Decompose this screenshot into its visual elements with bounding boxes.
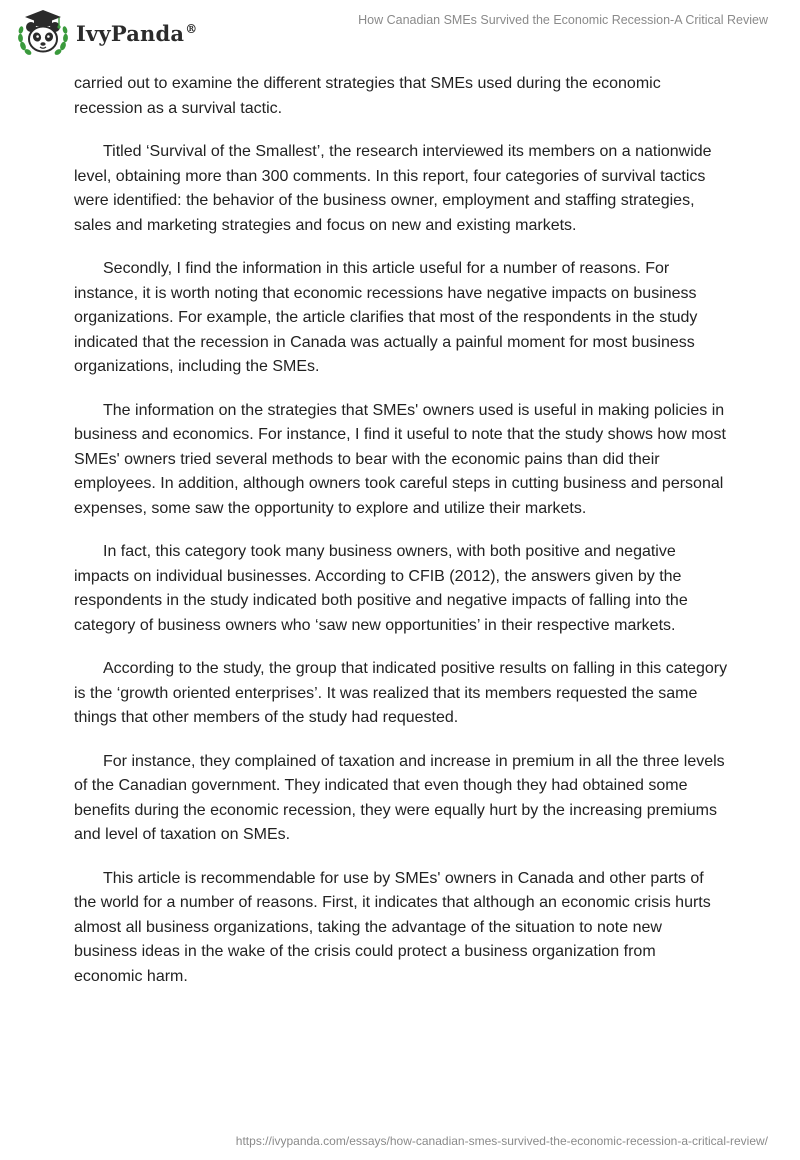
ivypanda-logo[interactable] [14,6,197,58]
paragraph: This article is recommendable for use by SMEs' owners in Canada and other parts of the world for a number of reasons. First, it indicates that although an economic crisis hurts almost all business organizations, taking the advantage of the situation to note new business ideas in the wake of the crisis could protect a business organization from economic harm. [74,869,711,985]
paragraph: Secondly, I find the information in this article useful for a number of reasons. For instance, it is worth noting that economic recessions have negative impacts on business organizations. For example, the article clarifies that most of the respondents in the study indicated that the recession in Canada was actually a painful moment for most business organizations, including the SMEs. [74,260,698,375]
essay-body [74,72,728,1008]
page-header [0,0,800,70]
paragraph: According to the study, the group that indicated positive results on falling in this category is the ‘growth oriented enterprises’. It was realized that its members requested the same things that other members of the study had requested. [74,660,728,726]
document-title: How Canadian SMEs Survived the Economic Recession-A Critical Review [358,13,768,27]
panda-graduation-cap-logo-icon [14,6,72,58]
paragraph: For instance, they complained of taxation and increase in premium in all the three levels of the Canadian government. They indicated that even though they had obtained some benefits during the economic recession, they were equally hurt by the increasing premiums and level of taxation on SMEs. [74,752,725,843]
paragraph: carried out to examine the different strategies that SMEs used during the economic recession as a survival tactic. [74,75,661,117]
brand-name [76,21,197,46]
brand-text: IvyPanda [76,20,185,46]
paragraph: The information on the strategies that SMEs' owners used is useful in making policies in business and economics. For instance, I find it useful to note that the study shows how most SMEs' owners tried several methods to bear with the economic pains than did their employees. In addition, although owners took careful steps in cutting business and personal expenses, some saw the opportunity to explore and utilize their markets. [74,401,726,517]
registered-mark: ® [185,21,198,36]
source-url-link[interactable]: https://ivypanda.com/essays/how-canadian-smes-survived-the-economic-recession-a-critical-review/ [235,1134,768,1148]
paragraph: In fact, this category took many business owners, with both positive and negative impacts on individual businesses. According to CFIB (2012), the answers given by the respondents in the study indicated both positive and negative impacts of falling into the category of business owners who ‘saw new opportunities’ in their respective markets. [74,543,688,634]
paragraph: Titled ‘Survival of the Smallest’, the research interviewed its members on a nationwide level, obtaining more than 300 comments. In this report, four categories of survival tactics were identified: the behavior of the business owner, employment and staffing strategies, sales and marketing strategies and focus on new and existing markets. [74,143,712,234]
